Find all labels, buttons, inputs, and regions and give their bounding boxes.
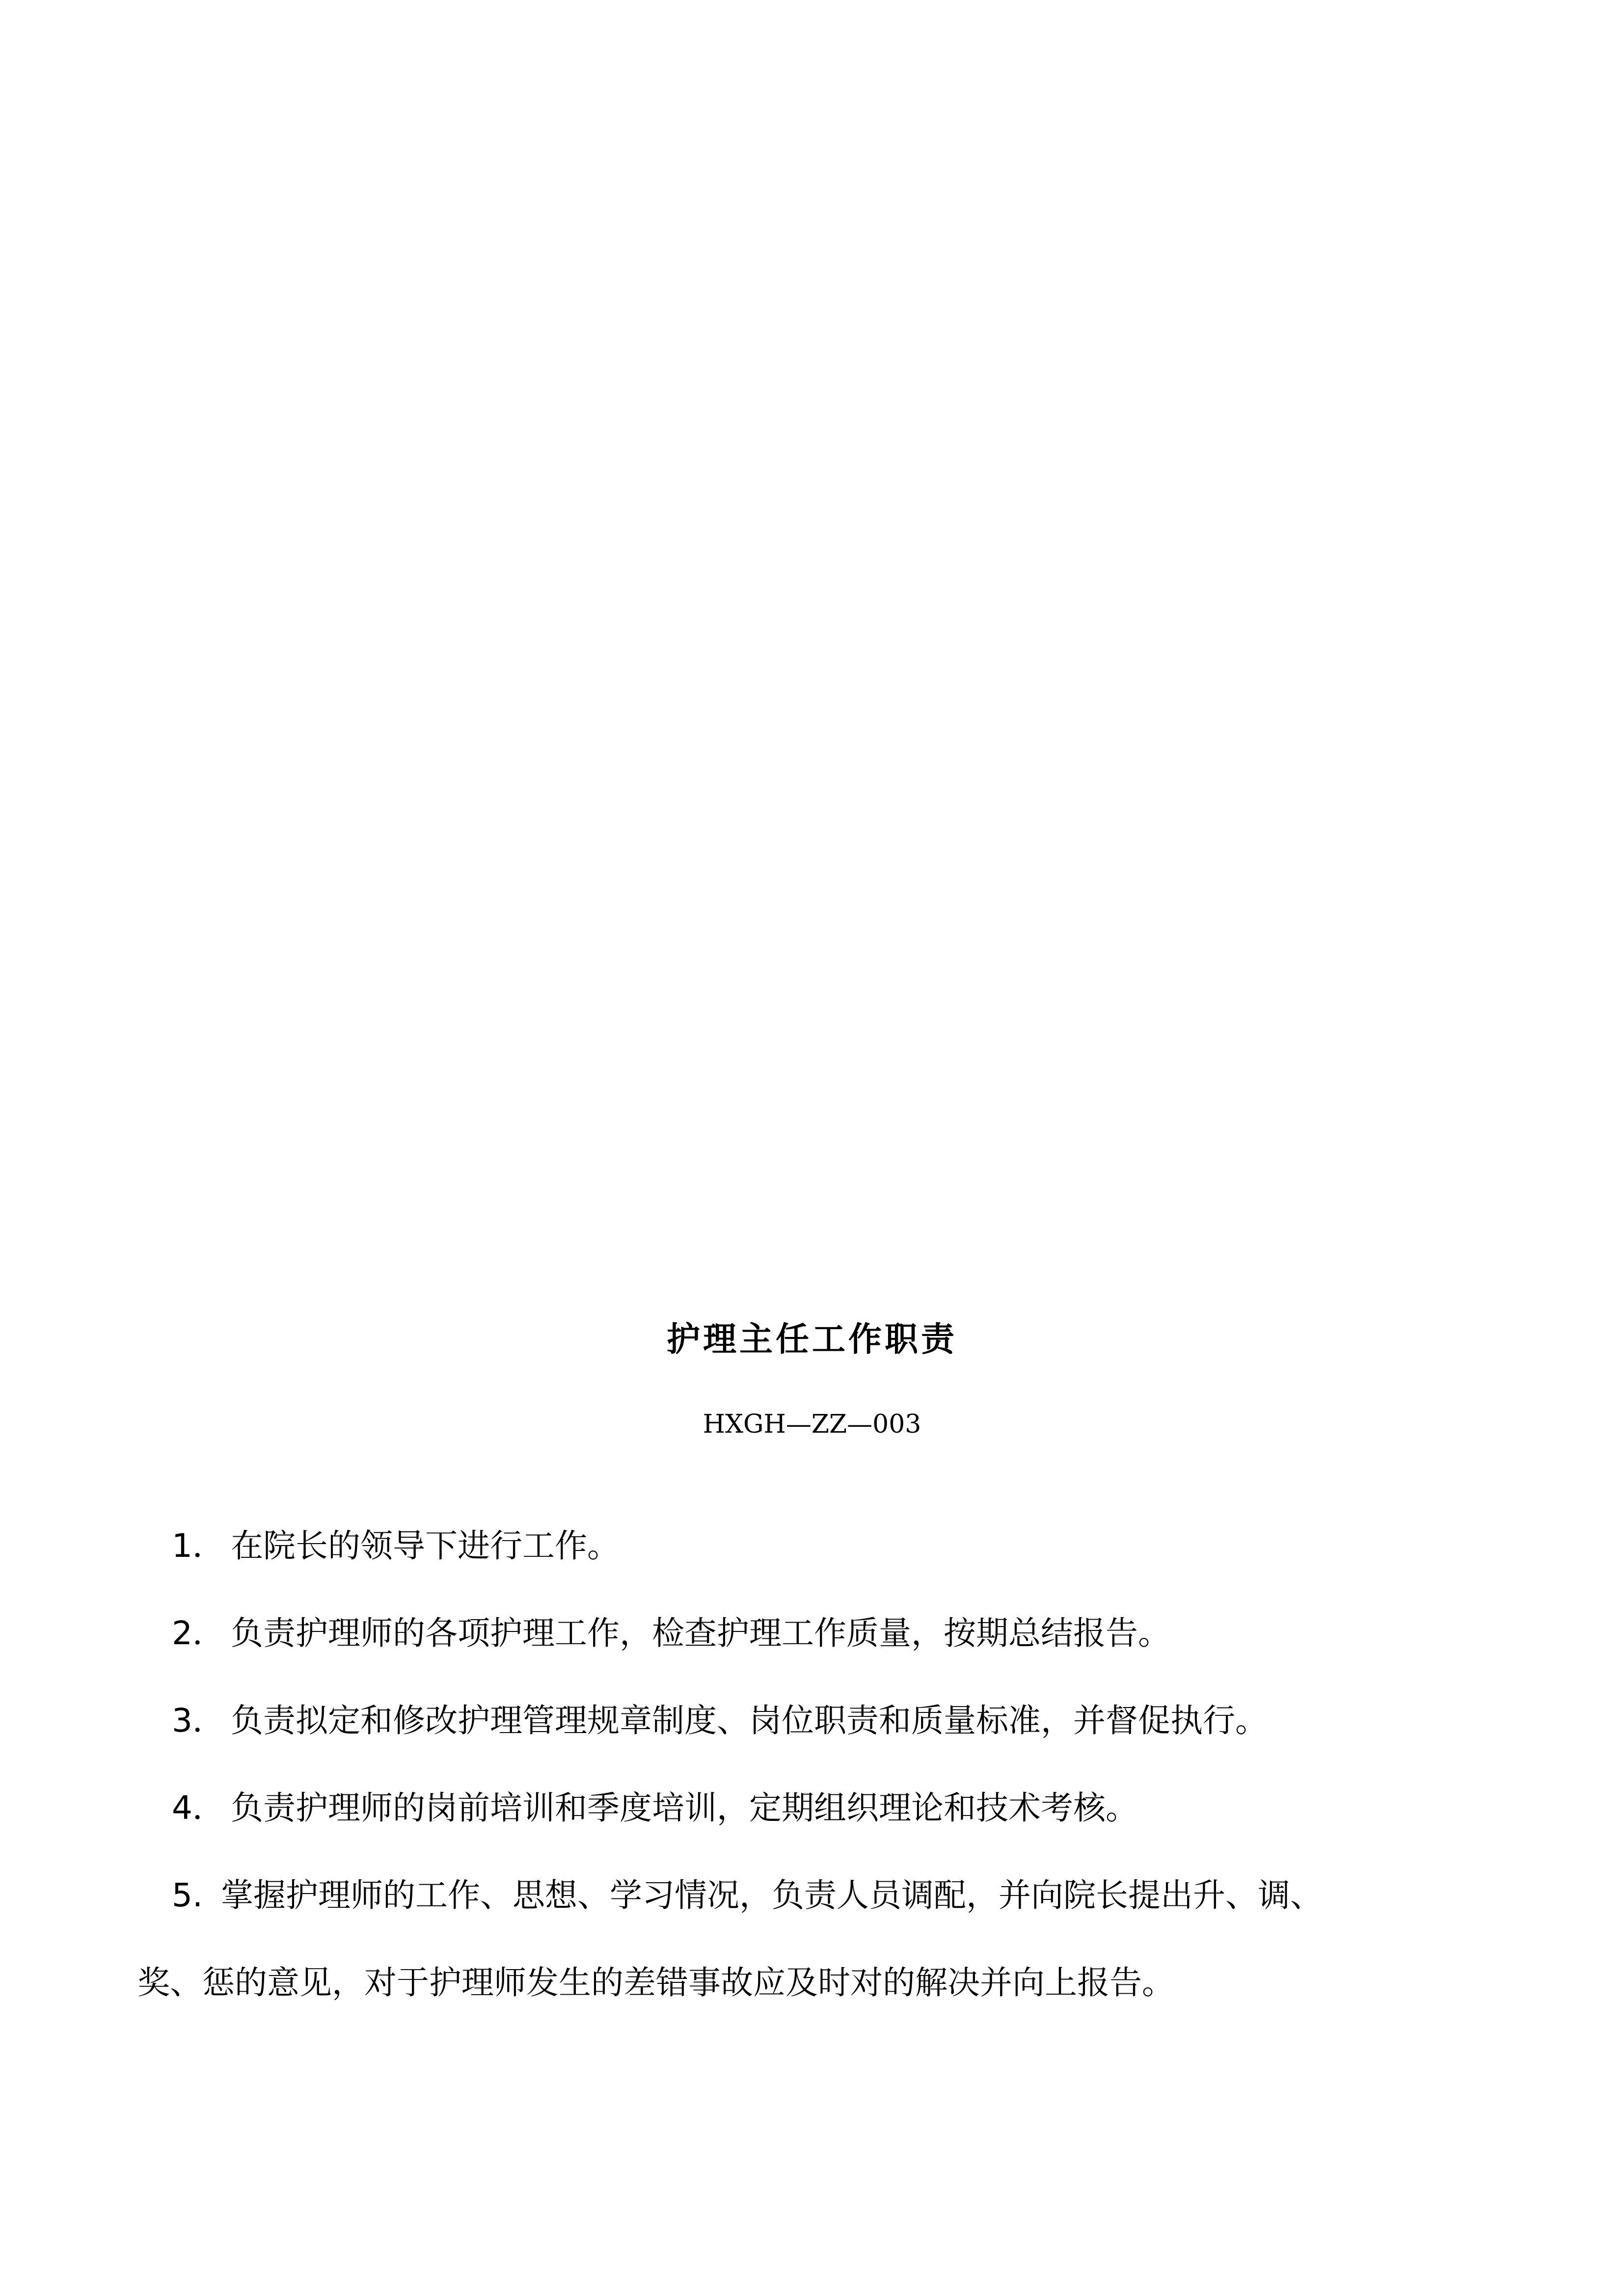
document-title: 护理主任工作职责 bbox=[666, 1320, 957, 1359]
duty-item-4 bbox=[172, 1784, 1516, 1833]
duty-item-5-line-1 bbox=[172, 1871, 1323, 1920]
duty-item-number: 4． bbox=[172, 1789, 225, 1827]
duty-item-5-line-2: 奖、惩的意见，对于护理师发生的差错事故应及时对的解决并向上报告。 bbox=[137, 1964, 1174, 2002]
duty-item-1 bbox=[172, 1522, 1516, 1571]
duty-item-text: 在院长的领导下进行工作。 bbox=[231, 1527, 620, 1565]
duty-item-3 bbox=[172, 1696, 1516, 1745]
duty-item-text: 负责护理师的各项护理工作，检查护理工作质量，按期总结报告。 bbox=[231, 1614, 1170, 1652]
duty-item-number: 2． bbox=[172, 1614, 225, 1652]
duty-item-2 bbox=[172, 1609, 1516, 1658]
duty-item-text: 负责护理师的岗前培训和季度培训，定期组织理论和技术考核。 bbox=[231, 1789, 1138, 1827]
duty-item-text: 负责拟定和修改护理管理规章制度、岗位职责和质量标准，并督促执行。 bbox=[231, 1702, 1268, 1739]
duty-item-number: 5. bbox=[172, 1876, 203, 1914]
document-code: HXGH—ZZ—003 bbox=[703, 1410, 921, 1439]
duty-item-number: 3． bbox=[172, 1702, 225, 1739]
duty-item-number: 1． bbox=[172, 1527, 225, 1565]
duty-item-text: 掌握护理师的工作、思想、学习情况，负责人员调配，并向院长提出升、调、 bbox=[221, 1876, 1323, 1914]
